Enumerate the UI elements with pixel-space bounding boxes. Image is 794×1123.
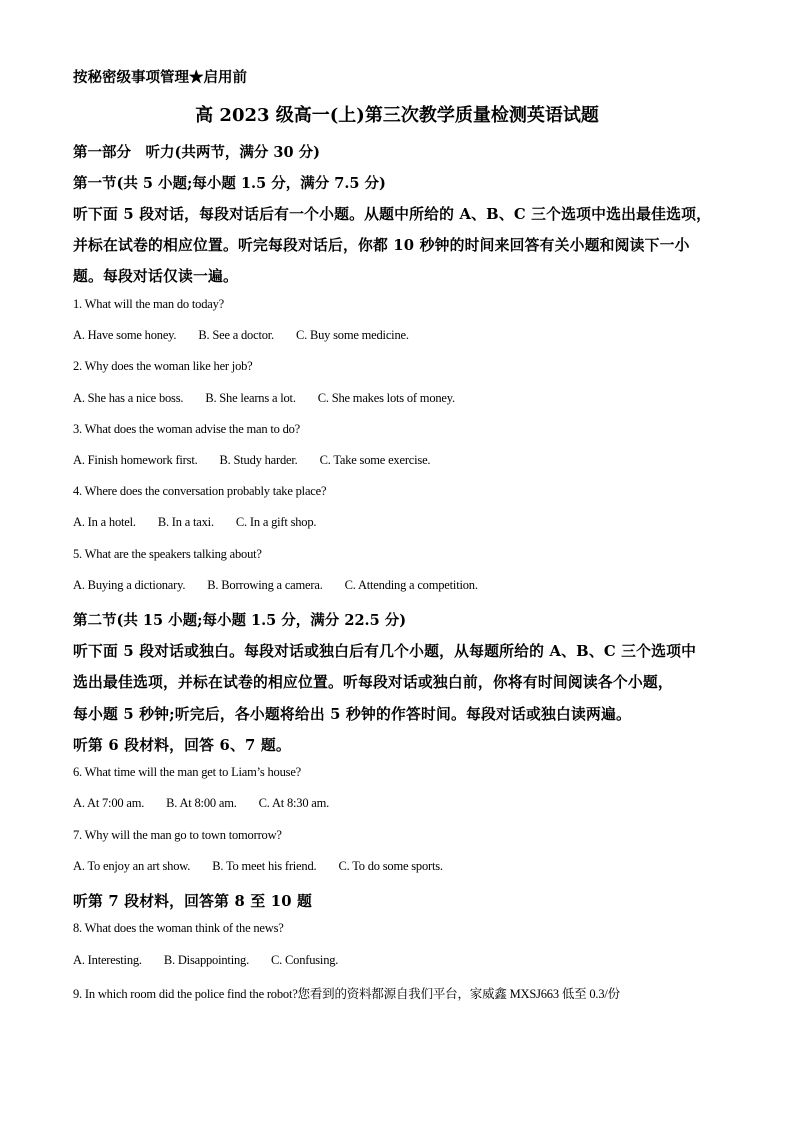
option: C. She makes lots of money. — [317, 391, 455, 405]
question-text: 1. What will the man do today? — [73, 297, 225, 311]
question-text: 8. What does the woman think of the news? — [73, 921, 284, 935]
part1-heading: 第一部分 听力(共两节，满分 30 分) — [73, 144, 320, 161]
question-options — [73, 515, 316, 530]
option: C. Attending a competition. — [344, 578, 478, 592]
instruction-line: 每小题 5 秒钟;听完后，各小题将给出 5 秒钟的作答时间。每段对话或独白读两遍。 — [73, 706, 631, 723]
option: B. Disappointing. — [163, 953, 250, 967]
instruction-line: 听下面 5 段对话，每段对话后有一个小题。从题中所给的 A、B、C 三个选项中选出最佳选项， — [73, 206, 712, 223]
question-text: 4. Where does the conversation probably take place? — [73, 484, 327, 498]
question-options — [73, 328, 409, 343]
option: A. To enjoy an art show. — [73, 859, 191, 873]
confidential-notice: 按秘密级事项管理★启用前 — [73, 69, 247, 86]
page-title: 高 2023 级高一(上)第三次教学质量检测英语试题 — [195, 105, 599, 126]
section1-heading: 第一节(共 5 小题;每小题 1.5 分，满分 7.5 分) — [73, 175, 386, 192]
question-text: 6. What time will the man get to Liam’s house? — [73, 765, 302, 779]
question-text: 2. Why does the woman like her job? — [73, 359, 253, 373]
question-options — [73, 391, 455, 406]
question-text: 5. What are the speakers talking about? — [73, 547, 262, 561]
question-text: 7. Why will the man go to town tomorrow? — [73, 828, 282, 842]
option: B. She learns a lot. — [205, 391, 296, 405]
option: B. Study harder. — [219, 453, 298, 467]
section2-heading: 第二节(共 15 小题;每小题 1.5 分，满分 22.5 分) — [73, 612, 407, 629]
option: B. In a taxi. — [157, 515, 214, 529]
option: A. Have some honey. — [73, 328, 177, 342]
option: B. At 8:00 am. — [166, 796, 237, 810]
instruction-line: 听下面 5 段对话或独白。每段对话或独白后有几个小题，从每题所给的 A、B、C 三个选项中 — [73, 643, 697, 660]
option: B. See a doctor. — [198, 328, 274, 342]
option: A. Finish homework first. — [73, 453, 198, 467]
option: A. At 7:00 am. — [73, 796, 145, 810]
question-options — [73, 796, 329, 811]
option: C. In a gift shop. — [235, 515, 317, 529]
option: B. To meet his friend. — [212, 859, 317, 873]
option: A. She has a nice boss. — [73, 391, 184, 405]
question-text: 9. In which room did the police find the robot?您看到的资料都源自我们平台，家威鑫 MXSJ663 低至 0.3/份 — [73, 987, 620, 1001]
question-options — [73, 453, 430, 468]
question-options — [73, 859, 443, 874]
instruction-line: 题。每段对话仅读一遍。 — [73, 268, 238, 285]
instruction-line: 选出最佳选项，并标在试卷的相应位置。听每段对话或独白前，你将有时间阅读各个小题， — [73, 674, 673, 691]
question-options — [73, 578, 478, 593]
instruction-line: 并标在试卷的相应位置。听完每段对话后，你都 10 秒钟的时间来回答有关小题和阅读下一小 — [73, 237, 690, 254]
option: A. In a hotel. — [73, 515, 136, 529]
option: A. Buying a dictionary. — [73, 578, 186, 592]
question-text: 3. What does the woman advise the man to do? — [73, 422, 301, 436]
material-heading: 听第 7 段材料，回答第 8 至 10 题 — [73, 893, 313, 910]
option: A. Interesting. — [73, 953, 142, 967]
option: C. Confusing. — [271, 953, 339, 967]
material-heading: 听第 6 段材料，回答 6、7 题。 — [73, 737, 291, 754]
option: C. Take some exercise. — [319, 453, 431, 467]
option: B. Borrowing a camera. — [207, 578, 323, 592]
option: C. To do some sports. — [338, 859, 443, 873]
option: C. Buy some medicine. — [295, 328, 409, 342]
option: C. At 8:30 am. — [258, 796, 330, 810]
question-options — [73, 953, 338, 968]
